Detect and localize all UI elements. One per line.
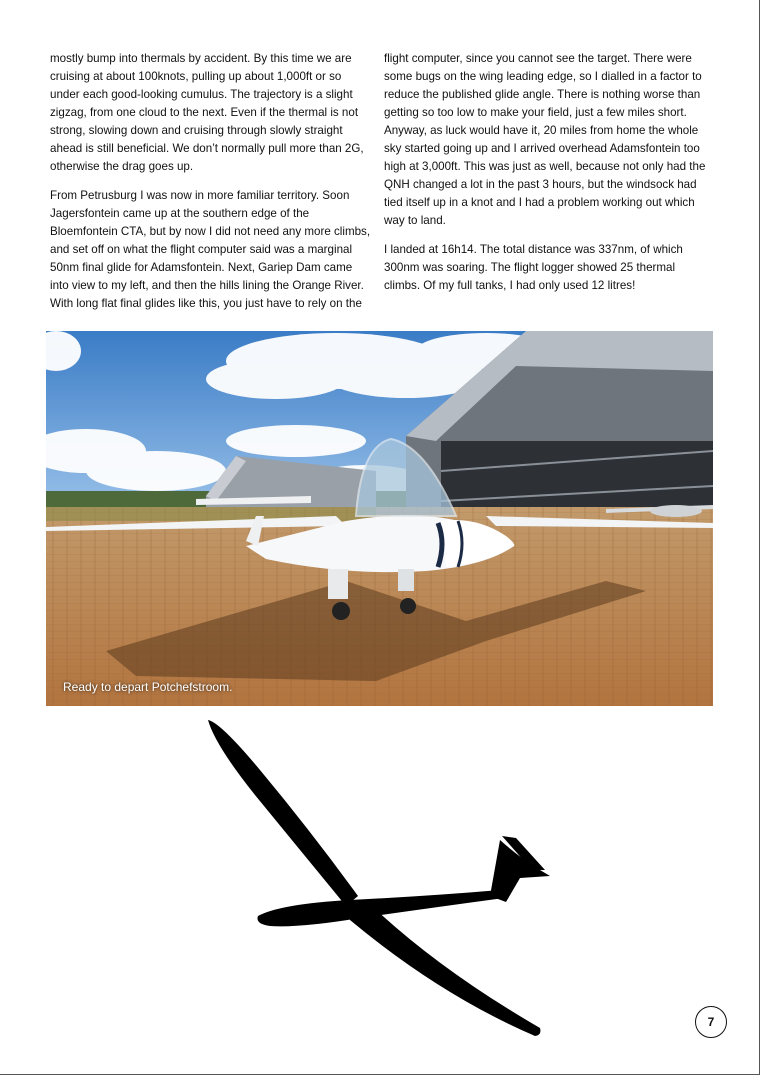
page-number-badge bbox=[695, 1006, 727, 1038]
right-paragraph-2: I landed at 16h14. The total distance was 337nm, of which 300nm was soaring. The flight logger showed 25 thermal climbs. Of my full tanks, I had only used 12 litres! bbox=[384, 243, 683, 292]
left-paragraph-1: mostly bump into thermals by accident. By this time we are cruising at about 100knots, pulling up about 1,000ft or so under each good-looking cumulus. The trajectory is a slight zigzag, from one cloud to the next. Even if the thermal is not strong, slowing down and cruising through slowly straight ahead is still beneficial. We don’t normally pull more than 2G, otherwise the drag goes up. bbox=[50, 52, 364, 173]
glider-photo bbox=[46, 331, 713, 706]
glider-photo-illustration bbox=[46, 331, 713, 706]
right-paragraph-1: flight computer, since you cannot see the target. There were some bugs on the wing leading edge, so I dialled in a factor to reduce the published glide angle. There is nothing worse than getting so too low to make your field, just a few miles short. Anyway, as luck would have it, 20 miles from home the whole sky started going up and I arrived overhead Adamsfontein too high at 3,000ft. This was just as well, because not only had the QNH changed a lot in the past 3 hours, but the windsock had tied itself up in a knot and I had a problem working out which way to land. bbox=[384, 52, 706, 227]
glider-silhouette-graphic bbox=[200, 710, 560, 1040]
page-number-text: 7 bbox=[707, 1015, 715, 1029]
photo-caption: Ready to depart Potchefstroom. bbox=[63, 680, 233, 694]
left-text-column bbox=[50, 50, 372, 324]
left-paragraph-2: From Petrusburg I was now in more familiar territory. Soon Jagersfontein came up at the southern edge of the Bloemfontein CTA, but by now I did not need any more climbs, and set off on what the flight computer said was a marginal 50nm final glide for Adamsfontein. Next, Gariep Dam came into view to my left, and then the hills lining the Orange River. With long flat final glides like this, you just have to rely on the bbox=[50, 189, 371, 310]
right-text-column bbox=[384, 50, 710, 306]
